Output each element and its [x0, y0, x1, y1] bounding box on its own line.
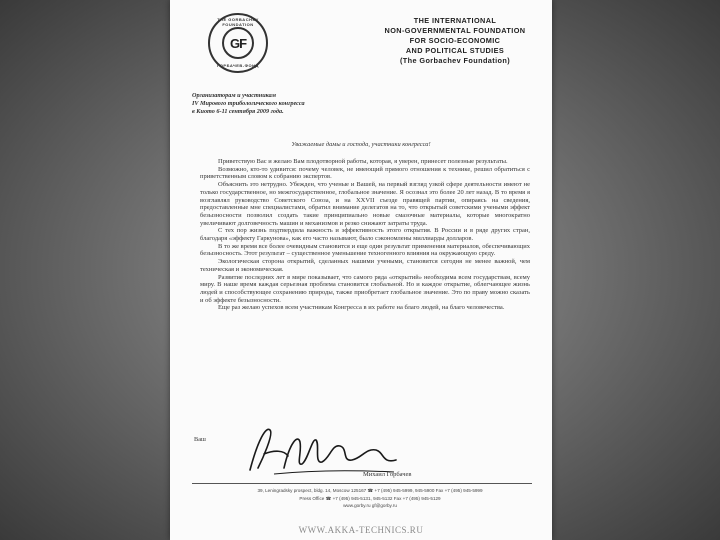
- logo-initials: GF: [222, 27, 254, 59]
- org-line: FOR SOCIO-ECONOMIC: [409, 36, 501, 45]
- signer-name: Михаил Горбачев: [363, 471, 412, 478]
- paragraph: Возможно, кто-то удивится: почему человек, не имеющий прямого отношения к технике, решил обратиться с приветственным словом к собранию экспертов.: [200, 165, 530, 181]
- footer-press-office: Press Office ☎ +7 (495) 945-5131, 945-5132 Fax +7 (495) 945-5129: [299, 495, 441, 501]
- paragraph: В то же время все более очевидным становится и еще один результат применения материалов, обеспечивающих безызносность. Этот результат – существенное уменьшение техногенного влияния на окружающую среду.: [200, 242, 530, 258]
- paragraph: Приветствую Вас и желаю Вам плодотворной работы, которая, я уверен, принесет полезные результаты.: [218, 158, 508, 165]
- letter-footer: [210, 487, 530, 510]
- watermark: WWW.AKKA-TECHNICS.RU: [298, 525, 424, 535]
- paragraph: Экологическая сторона открытий, сделанных нашими учеными, становится сегодня не менее важной, чем техническая и экономическая.: [200, 258, 530, 273]
- handwritten-signature: [244, 420, 404, 478]
- addressee-block: [192, 92, 342, 116]
- salutation: Уважаемые дамы и господа, участники конгресса!: [291, 141, 431, 148]
- logo-ring-text-bottom: ГОРБАЧЕВ-ФОНД: [217, 63, 259, 68]
- addressee-line: в Киото 6-11 сентября 2009 года.: [192, 108, 284, 115]
- org-line: AND POLITICAL STUDIES: [405, 46, 505, 55]
- paragraph: Объяснить это нетрудно. Убежден, что ученые и Вашей, на первый взгляд узкой сфере деятельности имеют не только государственное, но межгосударственное, глобальное значение. Я осознал это более 20 лет назад. В то время я возглавлял руководство Советского Союза, и на XXVII съезде правящей партии, опираясь на сведения, предоставленные мне специалистами, обратил внимание делегатов на то, что открытый советскими учеными эффект безызносности позволил создать такие принципиально новые смазочные материалы, которые многократно увеличивают долговечность машин и механизмов и резко снижают затраты труда.: [200, 181, 530, 227]
- footer-divider: [192, 483, 532, 484]
- org-line: THE INTERNATIONAL: [413, 16, 497, 25]
- footer-website: www.gorby.ru gf@gorby.ru: [343, 503, 397, 508]
- addressee-line: Организаторам и участникам: [192, 92, 276, 99]
- logo-ring-text-top: THE GORBACHEV FOUNDATION: [217, 17, 259, 27]
- paragraph: Еще раз желаю успехов всем участникам Конгресса в их работе на благо людей, на благо человечества.: [218, 304, 505, 312]
- foundation-logo: [208, 13, 268, 73]
- paragraph: С тех пор жизнь подтвердила важность и эффективность этого открытия. В России и в ряде других стран, благодаря «эффекту Гаркунова», как его часто называют, было сэкономлены миллиарды долларов.: [200, 227, 530, 243]
- organization-name: [370, 16, 540, 66]
- footer-address: 39, Leningradsky prospect, bldg. 14, Moscow 125167 ☎ +7 (495) 945-5999, 945-5900 Fax +7 (495) 945-5999: [257, 488, 483, 493]
- letter-body: [200, 158, 530, 312]
- closing: Ваш: [194, 436, 206, 443]
- addressee-line: IV Мирового трибологического конгресса: [192, 100, 305, 107]
- letter-page: [170, 0, 552, 540]
- org-line: NON-GOVERNMENTAL FOUNDATION: [384, 26, 526, 35]
- org-line: (The Gorbachev Foundation): [399, 56, 511, 65]
- paragraph: Развитие последних лет в мире показывает, что самого ряда «открытий» необходима всем государствам, всему миру. В наше время каждая серьезная проблема становится глобальной. Но и каждое открытие, облегчающее жизнь людей и способствующее сохранению природы, также приобретает глобальное значение. Это по праву можно сказать и об эффекте безызносности.: [200, 273, 530, 304]
